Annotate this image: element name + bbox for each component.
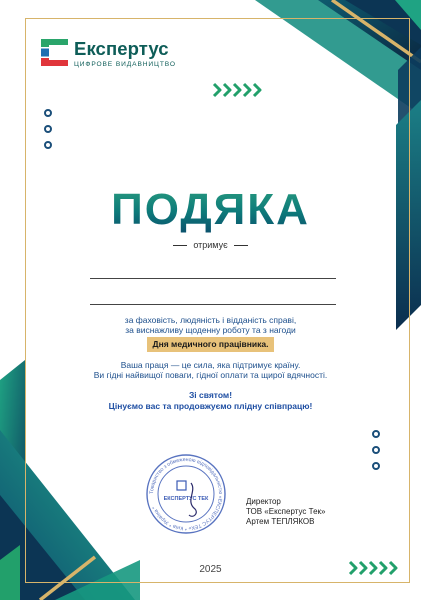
svg-text:Товариство з обмеженою відпові [149, 457, 223, 531]
received-text: отримує [193, 240, 228, 250]
reason-line-1: за фаховість, людяність і відданість справі, [124, 315, 297, 325]
stamp-ring-text: Товариство з обмеженою відповідальністю «ЕКСПЕРТУС ТЕК» * Київ * Україна * [148, 456, 224, 532]
signer-company: ТОВ «Експертус Тек» [246, 507, 326, 516]
recipient-line [90, 304, 336, 305]
received-label [0, 240, 421, 250]
signature-block [246, 497, 325, 527]
message-line-1: Ваша праця — це сила, яка підтримує країну. [120, 360, 301, 370]
occasion-wrapper [0, 334, 421, 352]
divider [173, 245, 187, 246]
occasion-badge: Дня медичного працівника. [147, 337, 275, 352]
signer-name: Артем ТЕПЛЯКОВ [246, 517, 315, 526]
divider [234, 245, 248, 246]
stamp-center-text: ЕКСПЕРТУС ТЕК [163, 496, 209, 502]
reason-line-2: за виснажливу щоденну роботу та з нагоди [125, 325, 296, 335]
company-logo [41, 39, 176, 69]
thanks-line-2: Цінуємо вас та продовжуємо плідну співпрацю! [108, 401, 313, 411]
thanks-block [0, 390, 421, 412]
logo-name: Експертус [74, 38, 169, 59]
signer-position: Директор [246, 497, 281, 506]
message-line-2: Ви гідні найвищої поваги, гідної оплати та щирої вдячності. [93, 370, 328, 380]
certificate-title-text: ПОДЯКА [111, 185, 310, 234]
recipient-line [90, 278, 336, 279]
logo-subtitle: ЦИФРОВЕ ВИДАВНИЦТВО [74, 61, 176, 68]
thanks-line-1: Зі святом! [188, 390, 233, 400]
logo-mark-icon [41, 39, 68, 66]
year: 2025 [199, 564, 222, 575]
company-stamp-icon [145, 453, 227, 535]
certificate-title [0, 185, 421, 235]
